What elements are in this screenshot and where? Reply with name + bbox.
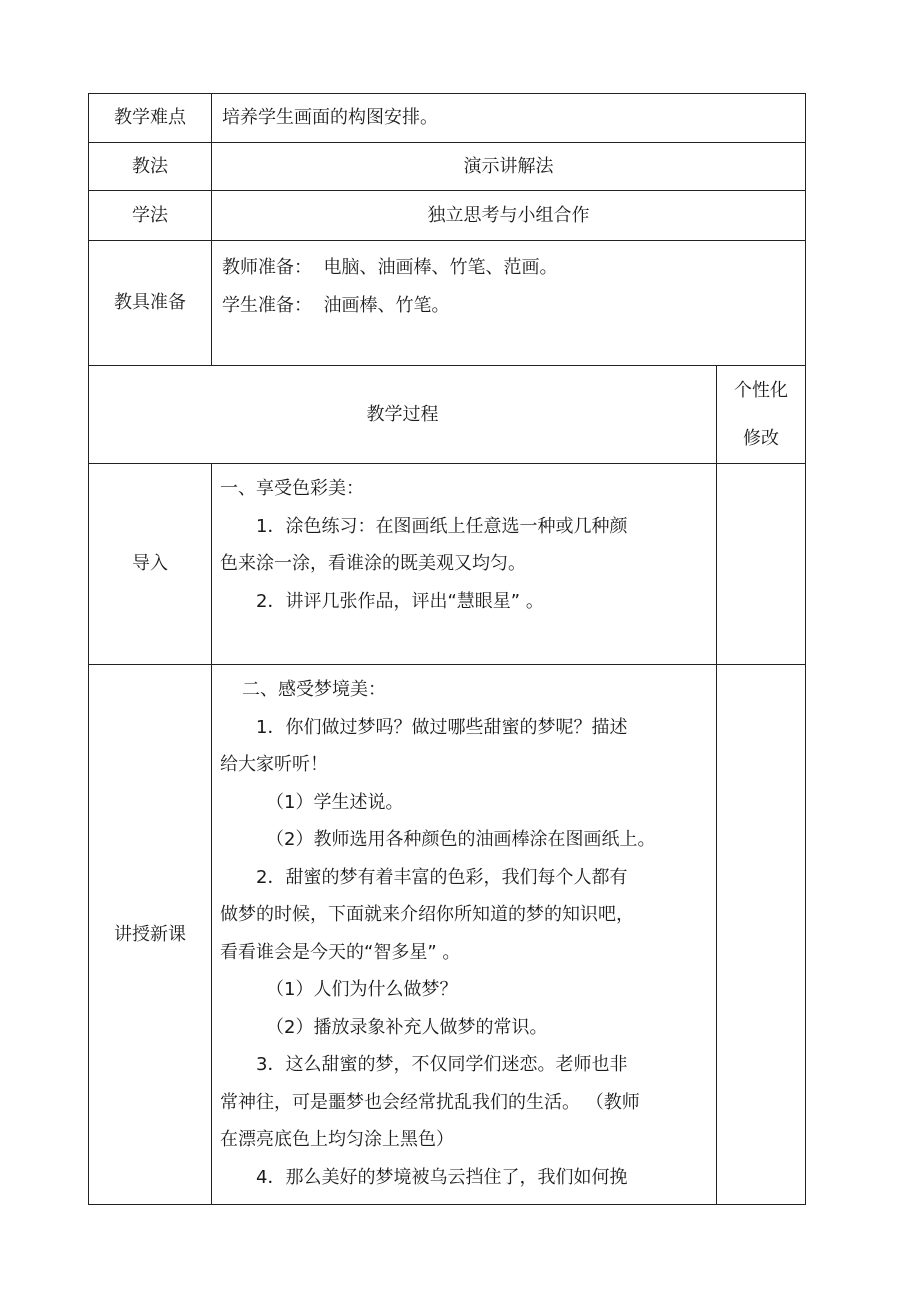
method-label: 教法	[89, 143, 212, 191]
row-difficulty	[89, 94, 806, 143]
lesson-plan-table	[88, 93, 806, 1205]
learning-value: 独立思考与小组合作	[212, 191, 806, 241]
row-new-lesson	[89, 665, 806, 1205]
difficulty-value: 培养学生画面的构图安排。	[212, 94, 806, 143]
lesson-line: 在漂亮底色上均匀涂上黑色）	[220, 1129, 454, 1150]
teacher-prep-value: 电脑、油画棒、竹笔、范画。	[323, 257, 558, 278]
intro-line: 1．涂色练习：在图画纸上任意选一种或几种颜	[256, 515, 628, 537]
lesson-line: 给大家听听！	[220, 754, 328, 775]
row-tools	[89, 241, 806, 366]
side-line-2: 修改	[743, 427, 779, 449]
difficulty-label: 教学难点	[89, 94, 212, 143]
row-intro	[89, 464, 806, 665]
intro-line: 一、享受色彩美：	[220, 478, 364, 499]
tools-label: 教具准备	[89, 241, 212, 366]
row-process-header	[89, 366, 806, 464]
intro-line: 色来涂一涂，看谁涂的既美观又均匀。	[220, 553, 526, 574]
process-title: 教学过程	[89, 366, 717, 464]
intro-label: 导入	[89, 464, 212, 665]
teacher-prep-label: 教师准备：	[222, 257, 312, 278]
intro-content	[212, 464, 717, 665]
personalized-edit-header	[717, 366, 806, 464]
lesson-line: 二、感受梦境美：	[242, 679, 386, 700]
learning-label: 学法	[89, 191, 212, 241]
side-line-1: 个性化	[734, 379, 788, 401]
intro-edit-cell	[717, 464, 806, 665]
lesson-line: （2）教师选用各种颜色的油画棒涂在图画纸上。	[266, 829, 656, 850]
method-value: 演示讲解法	[212, 143, 806, 191]
lesson-line: （1）人们为什么做梦？	[266, 979, 458, 1000]
lesson-line: （1）学生述说。	[266, 791, 404, 813]
student-prep-label: 学生准备：	[222, 295, 312, 316]
lesson-line: 1．你们做过梦吗？做过哪些甜蜜的梦呢？描述	[256, 716, 628, 738]
new-lesson-edit-cell	[717, 665, 806, 1205]
lesson-line: 做梦的时候，下面就来介绍你所知道的梦的知识吧，	[220, 904, 634, 925]
lesson-line: 3．这么甜蜜的梦，不仅同学们迷恋。老师也非	[256, 1054, 628, 1075]
student-prep-value: 油画棒、竹笔。	[323, 295, 450, 316]
intro-line: 2．讲评几张作品，评出“慧眼星” 。	[256, 590, 544, 612]
row-learning	[89, 191, 806, 241]
tools-content	[212, 241, 806, 366]
lesson-line: （2）播放录象补充人做梦的常识。	[266, 1016, 548, 1038]
lesson-line: 看看谁会是今天的“智多星” 。	[220, 941, 461, 963]
row-method	[89, 143, 806, 191]
new-lesson-label: 讲授新课	[89, 665, 212, 1205]
lesson-line: 4．那么美好的梦境被乌云挡住了，我们如何挽	[256, 1166, 628, 1188]
lesson-line: 2．甜蜜的梦有着丰富的色彩，我们每个人都有	[256, 866, 628, 888]
new-lesson-content	[212, 665, 717, 1205]
lesson-line: 常神往，可是噩梦也会经常扰乱我们的生活。 （教师	[220, 1091, 640, 1113]
